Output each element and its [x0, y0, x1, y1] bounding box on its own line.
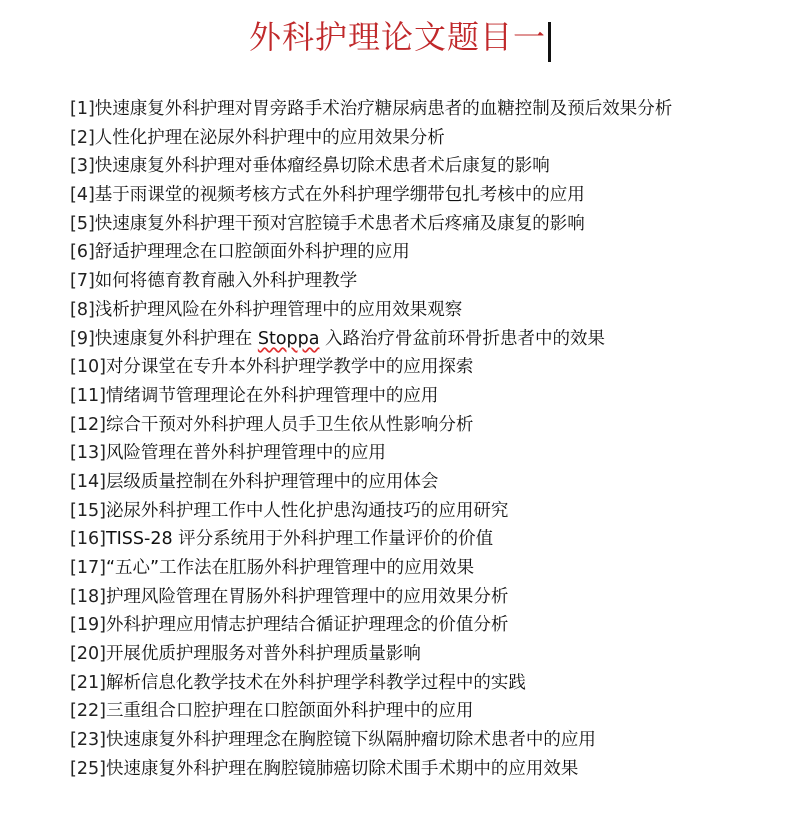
topic-number: [10]: [70, 357, 106, 378]
topic-number: [7]: [70, 271, 95, 292]
topic-item-13[interactable]: [70, 439, 770, 468]
topic-number: [11]: [70, 385, 106, 406]
topic-number: [9]: [70, 328, 95, 349]
topic-number: [23]: [70, 730, 106, 751]
title-area: [0, 14, 800, 64]
topic-text: 快速康复外科护理理念在胸腔镜下纵隔肿瘤切除术患者中的应用: [105, 730, 596, 751]
topic-item-9[interactable]: [70, 325, 770, 354]
topic-item-20[interactable]: [70, 640, 770, 669]
topic-item-15[interactable]: [70, 497, 770, 526]
topic-item-4[interactable]: [70, 181, 770, 210]
spellcheck-flagged-word[interactable]: Stoppa: [257, 328, 320, 349]
topic-number: [22]: [70, 701, 106, 722]
topic-item-8[interactable]: [70, 296, 770, 325]
topic-item-25[interactable]: [70, 755, 770, 784]
topic-text: TISS-28 评分系统用于外科护理工作量评价的价值: [105, 529, 494, 550]
topic-text: 快速康复外科护理干预对宫腔镜手术患者术后疼痛及康复的影响: [94, 213, 585, 234]
topic-item-12[interactable]: [70, 411, 770, 440]
topic-number: [14]: [70, 471, 106, 492]
topic-number: [15]: [70, 500, 106, 521]
topic-number: [18]: [70, 586, 106, 607]
topic-item-3[interactable]: [70, 152, 770, 181]
topic-item-5[interactable]: [70, 210, 770, 239]
topic-number: [8]: [70, 299, 95, 320]
topic-text: 外科护理应用情志护理结合循证护理理念的价值分析: [105, 615, 509, 636]
topic-text: 情绪调节管理理论在外科护理管理中的应用: [105, 385, 439, 406]
topic-text: 人性化护理在泌尿外科护理中的应用效果分析: [94, 127, 445, 148]
topic-number: [19]: [70, 615, 106, 636]
topic-number: [1]: [70, 99, 95, 119]
topic-number: [5]: [70, 213, 95, 234]
topic-text: 快速康复外科护理在胸腔镜肺癌切除术围手术期中的应用效果: [105, 758, 579, 779]
topic-text: 基于雨课堂的视频考核方式在外科护理学绷带包扎考核中的应用: [94, 185, 585, 206]
topic-text: 层级质量控制在外科护理管理中的应用体会: [105, 471, 439, 492]
topic-item-23[interactable]: [70, 726, 770, 755]
topic-text: 综合干预对外科护理人员手卫生依从性影响分析: [105, 414, 474, 435]
topic-number: [6]: [70, 242, 95, 263]
topic-item-22[interactable]: [70, 697, 770, 726]
text-cursor: [548, 22, 551, 62]
topic-number: [2]: [70, 127, 95, 148]
topic-text: 风险管理在普外科护理管理中的应用: [105, 443, 386, 464]
topic-number: [25]: [70, 758, 106, 779]
topic-item-2[interactable]: [70, 124, 770, 153]
topic-number: [13]: [70, 443, 106, 464]
topic-item-1[interactable]: [70, 95, 770, 124]
topic-text: 护理风险管理在胃肠外科护理管理中的应用效果分析: [105, 586, 509, 607]
topic-number: [21]: [70, 672, 106, 693]
topic-number: [4]: [70, 185, 95, 206]
topic-text: 快速康复外科护理对胃旁路手术治疗糖尿病患者的血糖控制及预后效果分析: [94, 99, 673, 119]
topic-list: [70, 95, 770, 784]
topic-number: [12]: [70, 414, 106, 435]
topic-item-6[interactable]: [70, 238, 770, 267]
topic-text-before: 快速康复外科护理在: [94, 328, 258, 349]
document-title[interactable]: 外科护理论文题目一: [248, 18, 546, 56]
topic-number: [3]: [70, 156, 95, 177]
topic-number: [20]: [70, 644, 106, 665]
topic-text: 泌尿外科护理工作中人性化护患沟通技巧的应用研究: [105, 500, 509, 521]
topic-text: 浅析护理风险在外科护理管理中的应用效果观察: [94, 299, 463, 320]
topic-item-19[interactable]: [70, 611, 770, 640]
topic-item-16[interactable]: [70, 525, 770, 554]
topic-text: 舒适护理理念在口腔颌面外科护理的应用: [94, 242, 410, 263]
topic-item-7[interactable]: [70, 267, 770, 296]
topic-item-14[interactable]: [70, 468, 770, 497]
topic-text: 三重组合口腔护理在口腔颌面外科护理中的应用: [105, 701, 474, 722]
topic-item-10[interactable]: [70, 353, 770, 382]
topic-item-18[interactable]: [70, 583, 770, 612]
topic-item-17[interactable]: [70, 554, 770, 583]
topic-item-21[interactable]: [70, 669, 770, 698]
topic-item-11[interactable]: [70, 382, 770, 411]
topic-text: “五心”工作法在肛肠外科护理管理中的应用效果: [105, 558, 475, 578]
topic-text: 如何将德育教育融入外科护理教学: [94, 271, 358, 292]
topic-text: 解析信息化教学技术在外科护理学科教学过程中的实践: [105, 672, 526, 693]
topic-text: 快速康复外科护理对垂体瘤经鼻切除术患者术后康复的影响: [94, 156, 550, 177]
topic-number: [17]: [70, 558, 106, 578]
topic-text-after: 入路治疗骨盆前环骨折患者中的效果: [319, 328, 606, 349]
topic-text: 对分课堂在专升本外科护理学教学中的应用探索: [105, 357, 474, 378]
topic-text: 开展优质护理服务对普外科护理质量影响: [105, 644, 421, 665]
topic-number: [16]: [70, 529, 106, 550]
